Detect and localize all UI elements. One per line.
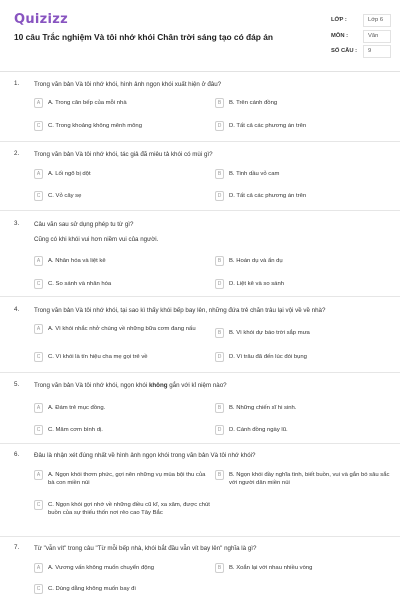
option-text: A. Lối ngõ bị dột [48,171,91,177]
option-text: B. Ngọn khói đầy nghĩa tình, biết buồn, vui và gắn bó sâu sắc với người dân miền núi [229,472,390,486]
question-text-emphasis: không [148,382,168,389]
question-text: Từ "vẫn vít" trong câu "Từ mỗi bếp nhà, khói bắt đầu vẫn vít bay lên" nghĩa là gì? [34,545,257,552]
meta-question-count [331,45,391,58]
meta-subject [331,30,391,43]
question-divider [0,372,400,373]
option-letter-box: B [215,563,224,573]
option-text: D. Tất cả các phương án trên [229,193,307,199]
page-header [0,0,400,72]
option-letter-box: A [34,256,43,266]
question-divider [0,536,400,537]
meta-question-count-value: 9 [363,45,391,58]
meta-grade-value: Lớp 6 [363,14,391,27]
option-text: D. Tất cả các phương án trên [229,123,307,129]
option-text: C. Mâm cơm bình dị. [48,427,103,433]
option-letter-box: A [34,470,43,480]
option-text: C. Vỏ cây sẹ [48,193,82,199]
question-text-part: Trong văn bản Và tôi nhớ khói, ngọn khói [34,382,149,389]
question-quote: Cũng có khi khói vui hơn niềm vui của người. [34,236,159,243]
option-text: B. Tinh dầu vỏ cam [229,171,280,177]
option-text: C. Dùng dằng không muốn bay đi [48,586,136,592]
option-text: B. Vì khói dự báo trời sắp mưa [229,330,310,336]
option-letter-box: A [34,169,43,179]
quizizz-logo: Quizizz [14,12,69,27]
option-text: D. Vì trâu đã đến lúc đói bụng [229,354,307,360]
option-letter-box: A [34,563,43,573]
option-text: C. Trong khoảng không mênh mông [48,123,142,129]
option-text: B. Những chiến sĩ hi sinh. [229,405,297,411]
option-letter-box: A [34,324,43,334]
meta-grade [331,14,391,27]
option-text: B. Trên cánh đồng [229,100,278,106]
question-number: 3. [14,220,20,227]
option-text: C. Vì khói là tín hiệu cha mẹ gọi trẻ về [48,354,148,360]
option-text: A. Nhân hóa và liệt kê [48,258,106,264]
question-number: 6. [14,451,20,458]
option-letter-box: B [215,256,224,266]
option-letter-box: A [34,98,43,108]
meta-subject-value: Văn [363,30,391,43]
option-letter-box: C [34,279,43,289]
option-text: C. So sánh và nhân hóa [48,281,112,287]
option-letter-box: C [34,425,43,435]
question-text: Câu văn sau sử dụng phép tu từ gì? [34,221,134,228]
option-letter-box: D [215,425,224,435]
option-text: D. Cánh đồng ngày lũ. [229,427,288,433]
option-letter-box: B [215,403,224,413]
question-text: Đâu là nhận xét đúng nhất về hình ảnh ngọn khói trong văn bản Và tôi nhớ khói? [34,452,256,459]
meta-question-count-label: SỐ CÂU : [331,48,358,54]
option-letter-box: C [34,584,43,594]
option-text: A. Vương vấn không muốn chuyển động [48,565,155,571]
option-letter-box: B [215,470,224,480]
option-letter-box: D [215,352,224,362]
option-letter-box: B [215,328,224,338]
question-divider [0,210,400,211]
question-divider [0,443,400,444]
option-text: C. Ngọn khói gợi nhớ về những điều cũ kĩ, xa xăm, được chút buồn của sự thiếu thốn nơi rẻo cao Tây Bắc [48,502,210,516]
option-text: A. Ngọn khói thơm phức, gợi nên những vụ mùa bội thu của bà con miền núi [48,472,206,486]
worksheet-title: 10 câu Trắc nghiệm Và tôi nhớ khói Chân trời sáng tạo có đáp án [14,32,274,42]
meta-subject-label: MÔN : [331,33,349,39]
question-divider [0,296,400,297]
question-number: 4. [14,306,20,313]
option-text: A. Vì khói nhắc nhở chúng về những bữa cơm đang nấu [48,326,196,332]
option-text: A. Trong căn bếp của mỗi nhà [48,100,127,106]
option-text: A. Đám trẻ mục đồng. [48,405,106,411]
question-divider [0,141,400,142]
question-number: 7. [14,544,20,551]
question-text: Trong văn bản Và tôi nhớ khói, hình ảnh ngọn khói xuất hiện ở đâu? [34,81,222,88]
question-text [34,381,384,390]
option-letter-box: D [215,121,224,131]
option-text: B. Hoán dụ và ẩn dụ [229,258,283,264]
question-text: Trong văn bản Và tôi nhớ khói, tại sao kì thấy khói bếp bay lên, những đứa trẻ chăn trâu lại vội về về nhà? [34,307,326,314]
option-letter-box: C [34,352,43,362]
question-text-part: gắn với kỉ niệm nào? [167,382,227,389]
question-number: 1. [14,80,20,87]
question-number: 2. [14,150,20,157]
option-letter-box: C [34,191,43,201]
option-letter-box: B [215,98,224,108]
option-letter-box: B [215,169,224,179]
option-text: D. Liệt kê và so sánh [229,281,285,287]
question-number: 5. [14,381,20,388]
option-text: B. Xoắn lại với nhau nhiều vòng [229,565,313,571]
option-letter-box: D [215,279,224,289]
option-letter-box: C [34,121,43,131]
question-text: Trong văn bản Và tôi nhớ khói, tác giả đã miêu tả khói có mùi gì? [34,151,213,158]
option-letter-box: A [34,403,43,413]
option-letter-box: C [34,500,43,510]
option-letter-box: D [215,191,224,201]
meta-grade-label: LỚP : [331,17,347,23]
